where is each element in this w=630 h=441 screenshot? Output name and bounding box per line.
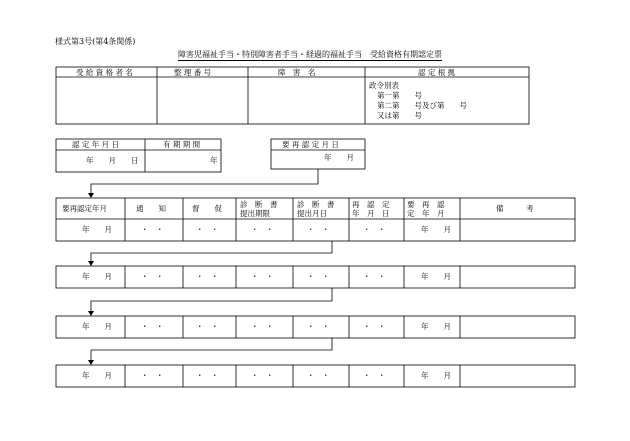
recert-date-value: 年 月: [324, 153, 354, 162]
header-recert-date: 要 再 認 定 月 日: [282, 140, 339, 149]
basis-line-or: 又は第 号: [377, 111, 422, 120]
col-header-medical-deadline-bottom: 提出期限: [240, 209, 270, 218]
col-header-remarks: 備 考: [496, 204, 534, 213]
row2-needs-recert: 年 月: [421, 272, 451, 281]
row3-medical-deadline: ・ ・: [251, 322, 274, 331]
row2-recert-date: ・ ・: [363, 272, 386, 281]
col-header-reminder: 督 促: [192, 204, 222, 213]
row1-needs-recert: 年 月: [421, 225, 451, 234]
row4-recert-month: 年 月: [82, 371, 112, 380]
row4-notice: ・ ・: [141, 371, 164, 380]
header-certification-date: 認 定 年 月 日: [72, 140, 120, 149]
col-header-needs-recert-top: 要 再 認: [407, 200, 445, 209]
row3-notice: ・ ・: [141, 322, 164, 331]
col-header-recert-date-top: 再 認 定: [352, 200, 390, 209]
term-period-value: 年: [210, 156, 218, 165]
row2-reminder: ・ ・: [196, 272, 219, 281]
row4-needs-recert: 年 月: [421, 371, 451, 380]
row3-recert-date: ・ ・: [363, 322, 386, 331]
col-header-notice: 通 知: [136, 204, 166, 213]
form-number: 様式第3号(第4条関係): [55, 37, 136, 46]
header-recipient-name: 受 給 資 格 者 名: [76, 68, 133, 77]
row2-recert-month: 年 月: [82, 272, 112, 281]
header-certification-basis: 認 定 根 拠: [418, 68, 456, 77]
row2-notice: ・ ・: [141, 272, 164, 281]
col-header-medical-submitted-bottom: 提出月日: [297, 209, 327, 218]
col-header-needs-recert-bottom: 定 年 月: [407, 209, 445, 218]
row1-notice: ・ ・: [141, 225, 164, 234]
certification-date-value: 年 月 日: [86, 156, 139, 165]
col-header-recert-month: 要再認定年月: [62, 204, 107, 213]
col-header-medical-submitted-top: 診 断 書: [297, 200, 335, 209]
row1-medical-deadline: ・ ・: [251, 225, 274, 234]
header-term-period: 有 期 期 間: [163, 140, 201, 149]
row1-reminder: ・ ・: [196, 225, 219, 234]
row1-recert-month: 年 月: [82, 225, 112, 234]
basis-line-first: 第一第 号: [377, 91, 422, 100]
row1-recert-date: ・ ・: [363, 225, 386, 234]
row4-medical-deadline: ・ ・: [251, 371, 274, 380]
row4-medical-submitted: ・ ・: [307, 371, 330, 380]
row4-reminder: ・ ・: [196, 371, 219, 380]
row2-medical-deadline: ・ ・: [251, 272, 274, 281]
row3-medical-submitted: ・ ・: [307, 322, 330, 331]
header-disability-name: 障 害 名: [278, 68, 316, 77]
row3-recert-month: 年 月: [82, 322, 112, 331]
col-header-recert-date-bottom: 年 月 日: [352, 209, 390, 218]
basis-line-second: 第二第 号及び第 号: [377, 101, 467, 110]
row1-medical-submitted: ・ ・: [307, 225, 330, 234]
row2-medical-submitted: ・ ・: [307, 272, 330, 281]
header-reference-number: 整 理 番 号: [174, 68, 212, 77]
basis-line-ordinance: 政令別表: [369, 81, 399, 90]
col-header-medical-deadline-top: 診 断 書: [240, 200, 278, 209]
row3-reminder: ・ ・: [196, 322, 219, 331]
form-title: 障害児福祉手当・特別障害者手当・経過的福祉手当 受給資格有期認定票: [178, 50, 442, 59]
row4-recert-date: ・ ・: [363, 371, 386, 380]
row3-needs-recert: 年 月: [421, 322, 451, 331]
